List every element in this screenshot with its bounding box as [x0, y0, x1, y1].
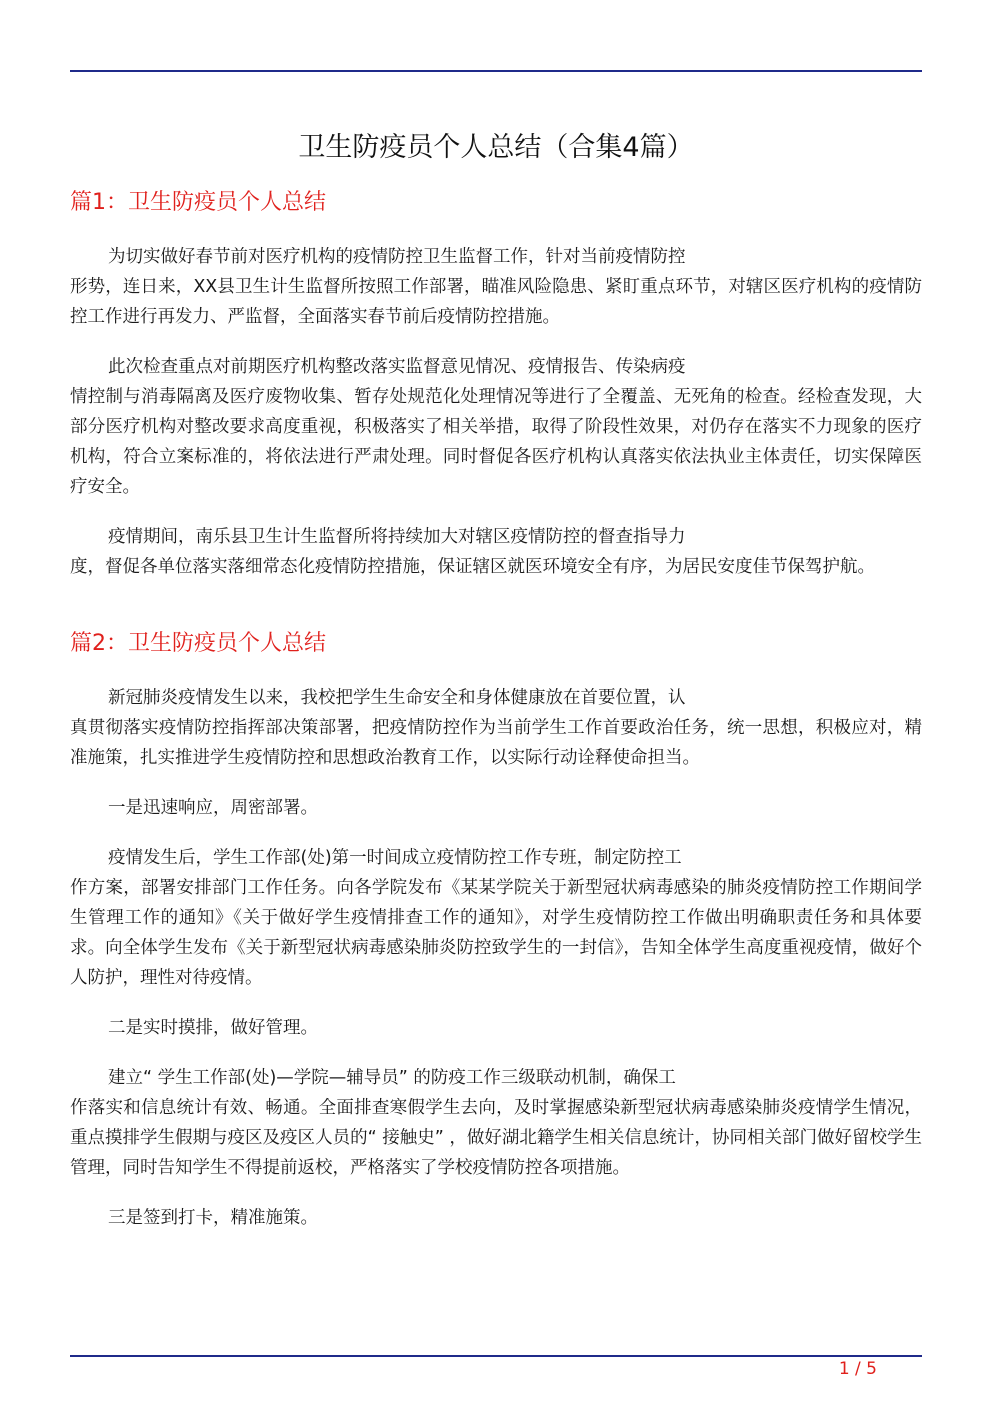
paragraph-first-line: 疫情期间，南乐县卫生计生监督所将持续加大对辖区疫情防控的督查指导力 [108, 527, 686, 547]
section-1 [70, 188, 922, 582]
paragraph-first-line: 疫情发生后，学生工作部(处)第一时间成立疫情防控工作专班，制定防控工 [108, 848, 682, 868]
section-2-paragraph-6 [70, 1203, 922, 1233]
section-1-heading: 篇1：卫生防疫员个人总结 [70, 190, 326, 215]
footer-rule [70, 1355, 922, 1357]
section-2 [70, 629, 922, 1233]
paragraph-body: 度，督促各单位落实落细常态化疫情防控措施，保证辖区就医环境安全有序，为居民安度佳节保驾护航。 [70, 557, 875, 577]
paragraph-first-line: 为切实做好春节前对医疗机构的疫情防控卫生监督工作，针对当前疫情防控 [108, 247, 686, 267]
paragraph-body: 作方案，部署安排部门工作任务。向各学院发布《某某学院关于新型冠状病毒感染的肺炎疫情防控工作期间学生管理工作的通知》《关于做好学生疫情排查工作的通知》，对学生疫情防控工作做出明确职责任务和具体要求。向全体学生发布《关于新型冠状病毒感染肺炎防控致学生的一封信》，告知全体学生高度重视疫情，做好个人防护，理性对待疫情。 [70, 878, 922, 988]
section-2-paragraph-5 [70, 1063, 922, 1183]
paragraph-body: 形势，连日来，XX县卫生计生监督所按照工作部署，瞄准风险隐患、紧盯重点环节，对辖区医疗机构的疫情防控工作进行再发力、严监督，全面落实春节前后疫情防控措施。 [70, 277, 922, 327]
paragraph-first-line: 新冠肺炎疫情发生以来，我校把学生生命安全和身体健康放在首要位置，认 [108, 688, 686, 708]
page-number: 1 / 5 [838, 1359, 877, 1379]
paragraph-first-line: 一是迅速响应，周密部署。 [108, 798, 318, 818]
paragraph-first-line: 此次检查重点对前期医疗机构整改落实监督意见情况、疫情报告、传染病疫 [108, 357, 686, 377]
paragraph-body: 作落实和信息统计有效、畅通。全面排查寒假学生去向，及时掌握感染新型冠状病毒感染肺炎疫情学生情况，重点摸排学生假期与疫区及疫区人员的“ 接触史” ，做好湖北籍学生相关信息统计，协同相关部门做好留校学生管理，同时告知学生不得提前返校，严格落实了学校疫情防控各项措施。 [70, 1098, 922, 1178]
paragraph-first-line: 三是签到打卡，精准施策。 [108, 1208, 318, 1228]
header-rule [70, 70, 922, 72]
section-2-heading: 篇2：卫生防疫员个人总结 [70, 631, 326, 656]
section-2-paragraph-2 [70, 793, 922, 823]
section-2-paragraph-4 [70, 1013, 922, 1043]
section-2-paragraph-3 [70, 843, 922, 993]
section-1-paragraph-1 [70, 242, 922, 332]
section-1-paragraph-2 [70, 352, 922, 502]
paragraph-first-line: 建立“ 学生工作部(处)—学院—辅导员” 的防疫工作三级联动机制，确保工 [108, 1068, 676, 1088]
section-2-paragraph-1 [70, 683, 922, 773]
paragraph-body: 情控制与消毒隔离及医疗废物收集、暂存处规范化处理情况等进行了全覆盖、无死角的检查。经检查发现，大部分医疗机构对整改要求高度重视，积极落实了相关举措，取得了阶段性效果，对仍存在落实不力现象的医疗机构，符合立案标准的，将依法进行严肃处理。同时督促各医疗机构认真落实依法执业主体责任，切实保障医疗安全。 [70, 387, 922, 497]
page-title: 卫生防疫员个人总结（合集4篇） [298, 132, 694, 163]
paragraph-first-line: 二是实时摸排，做好管理。 [108, 1018, 318, 1038]
section-1-paragraph-3 [70, 522, 922, 582]
paragraph-body: 真贯彻落实疫情防控指挥部决策部署，把疫情防控作为当前学生工作首要政治任务，统一思想，积极应对，精准施策，扎实推进学生疫情防控和思想政治教育工作，以实际行动诠释使命担当。 [70, 718, 922, 768]
